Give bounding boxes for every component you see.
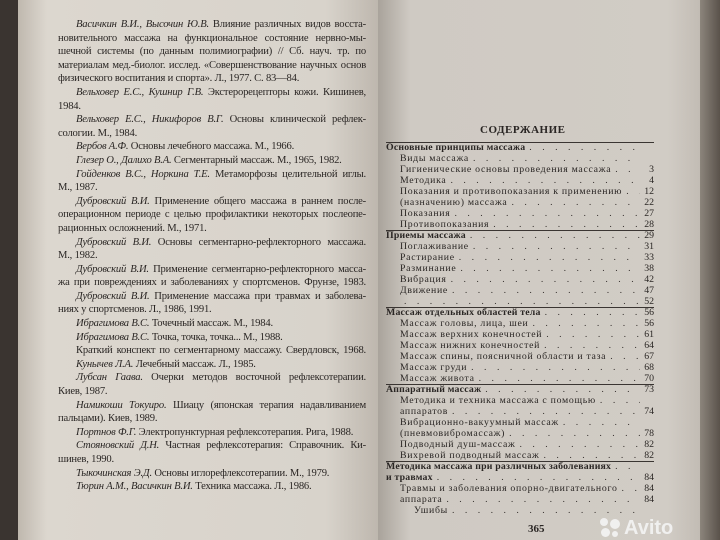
toc-entry [386,494,654,505]
toc-page-number: 29 [644,230,654,241]
toc-page-number: 84 [644,472,654,483]
toc-entry-title: Показания и противопоказания к применению [400,186,623,197]
dot-leader [600,395,640,406]
toc-page-number: 70 [644,373,654,384]
reference-text: Частная рефлексотерапия: Справочник. Ки- [159,440,366,452]
toc-page-number: 61 [644,329,654,340]
toc-entry-title: Приемы массажа [386,230,466,241]
toc-page-number: 27 [644,208,654,219]
bibliography-line [58,32,366,46]
dot-leader [452,285,640,296]
toc-entry-title: и травмах [386,472,433,483]
bibliography-line [58,453,366,467]
bibliography-line [58,371,366,385]
reference-text: ниях у спортсменов. Л., 1986, 1991. [58,304,212,316]
toc-page-number: 67 [644,351,654,362]
reference-text: пальцами). Киев, 1989. [58,413,158,425]
toc-page-number: 84 [644,483,654,494]
toc-entry-title: Гигиенические основы проведения массажа [400,164,612,175]
bibliography-line [58,140,366,154]
toc-entry [386,142,654,153]
toc-entry-title: Виды массажа [400,153,469,164]
author: Васичкин В.И., Высочин Ю.В. [76,19,209,30]
toc-entry [386,340,654,351]
bibliography-line [58,344,366,358]
toc-entry-title: Основные принципы массажа [386,142,526,153]
toc-entry-title: Массаж головы, лица, шеи [400,318,529,329]
reference-text: Краткий конспект по сегментарному массажу. Свердловск, 1968. [76,345,366,357]
author: Ибрагимова В.С. [76,318,150,330]
avito-text: Avito [624,517,674,539]
toc-entry [386,406,654,417]
toc-page-number: 42 [644,274,654,285]
toc-entry-title: Массаж груди [400,362,468,373]
toc-entry [386,362,654,373]
bibliography-line [58,276,366,290]
dot-leader [610,351,640,362]
bibliography [58,18,366,494]
bibliography-line [58,45,366,59]
reference-text: Применение сегментарно-рефлекторного масса- [148,263,366,275]
author: Дубровский В.И. [76,195,150,207]
reference-text: шинев, 1990. [58,454,114,465]
reference-text: М., 1987. [58,182,98,194]
toc-page-number: 56 [644,318,654,329]
toc-entry [386,274,654,285]
toc-page-number [640,417,654,428]
toc-entry-title: Массаж нижних конечностей [400,340,541,351]
dot-leader [451,175,641,186]
reference-text: физического воспитания и спорта». Л., 1977. С. 83—84. [58,73,300,85]
toc-entry [386,208,654,219]
bibliography-line [58,168,366,182]
reference-text: жа при повреждениях и заболеваниях у спортсменов. Фрунзе, 1983. [58,277,366,289]
toc-entry [386,439,654,450]
toc-page-number: 47 [644,285,654,296]
bibliography-line [58,222,366,236]
table-of-contents [386,142,654,516]
toc-entry-title: Массаж верхних конечностей [400,329,543,340]
reference-text: Основы лечебного массажа. М., 1966. [128,141,295,153]
dot-leader [451,274,640,285]
toc-entry-title: Подводный душ-массаж [400,439,516,450]
dot-leader [626,186,640,197]
toc-entry-title: Массаж отдельных областей тела [386,307,541,318]
toc-entry [386,263,654,274]
author: Тюрин А.М., Васичкин В.И. [76,481,193,493]
bibliography-line [58,154,366,168]
reference-text: Основы клинической рефлек- [223,114,366,126]
toc-page-number: 64 [644,340,654,351]
dot-leader [446,494,640,505]
reference-text: Метаморфозы целительной иглы. [209,168,366,180]
author: Вельховер Е.С., Никифоров В.Г. [76,114,224,126]
toc-entry [386,219,654,230]
toc-entry-title: Массаж спины, поясничной области и таза [400,351,607,362]
reference-text: Влияние различных видов восста- [208,19,366,30]
reference-text: Очерки методов восточной рефлексотерапии. [142,372,366,384]
author: Кунычев Л.А. [76,358,134,370]
toc-page-number [640,505,654,516]
toc-entry [386,164,654,175]
bibliography-line [58,18,366,32]
toc-entry [386,351,654,362]
toc-entry-title: Массаж живота [400,373,475,384]
dot-leader [615,461,640,472]
avito-logo-icon [600,518,620,538]
dot-leader [545,307,640,318]
reference-text: сологии. М., 1984. [58,127,138,139]
toc-entry [386,417,654,428]
toc-page-number: 84 [644,494,654,505]
toc-entry [386,296,654,307]
bibliography-line [58,317,366,331]
bibliography-line [58,72,366,86]
reference-text: Основы сегментарно-рефлекторного массажа. [151,236,366,248]
toc-entry [386,307,654,318]
bibliography-line [58,399,366,413]
bibliography-line [58,181,366,195]
toc-page-number: 82 [644,450,654,461]
toc-entry [386,428,654,439]
toc-entry-title: Поглаживание [400,241,469,252]
author: Глезер О., Далихо В.А. [76,154,172,166]
bibliography-line [58,290,366,304]
dot-leader [459,252,640,263]
dot-leader [546,329,640,340]
toc-entry-title: (назначению) массажа [400,197,508,208]
toc-entry-title: Методика массажа при различных заболеваниях [386,461,612,472]
toc-page-number: 12 [644,186,654,197]
toc-entry [386,318,654,329]
toc-entry [386,461,654,472]
author: Тыкочинская Э.Д. [76,467,152,479]
toc-page-number [640,142,654,153]
toc-entry-title: Аппаратный массаж [386,384,482,395]
bibliography-line [58,236,366,250]
toc-page-number: 73 [644,384,654,395]
reference-text: Применение массажа при травмах и заболева- [149,290,366,302]
bibliography-line [58,208,366,222]
reference-text: Экстерорецепторы кожи. Кишинев, [203,86,366,98]
reference-text: Техника массажа. Л., 1986. [192,481,312,493]
toc-page-number: 33 [644,252,654,263]
dot-leader [529,142,640,153]
toc-entry [386,285,654,296]
reference-text: Шиацу (японская терапия надавливанием [166,399,367,411]
bibliography-line [58,59,366,73]
toc-page-number [640,153,654,164]
author: Дубровский В.И. [76,290,150,302]
reference-text: материалам мед.-биолог. исслед. «Совершенствование научных основ [58,59,366,71]
bibliography-line [58,385,366,399]
dot-leader [470,230,640,241]
toc-page-number: 56 [644,307,654,318]
bibliography-line [58,100,366,114]
toc-page-number: 78 [644,428,654,439]
dot-leader [544,340,640,351]
bibliography-line [58,86,366,100]
author: Вербов А.Ф. [76,141,129,153]
dot-leader [404,296,640,307]
dot-leader [519,439,640,450]
bibliography-line [58,480,366,494]
bibliography-line [58,331,366,345]
toc-entry-title: (пневмовибромассаж) [400,428,506,439]
dot-leader [471,362,640,373]
dot-leader [473,153,640,164]
toc-entry [386,483,654,494]
toc-entry [386,329,654,340]
reference-text: шечной системы (по данным полимиографии) // Сб. науч. тр. по [58,46,366,58]
toc-entry [386,373,654,384]
toc-page-number: 74 [644,406,654,417]
reference-text: Точка, точка, точка... М., 1988. [149,331,283,343]
dot-leader [454,208,640,219]
dot-leader [532,318,640,329]
toc-entry [386,472,654,483]
reference-text: новительного массажа на функциональное состояние нервно-мы- [58,32,366,44]
dot-leader [509,428,640,439]
toc-entry-title: Методика и техника массажа с помощью [400,395,596,406]
bibliography-line [58,249,366,263]
dot-leader [544,450,640,461]
bibliography-line [58,439,366,453]
bibliography-line [58,412,366,426]
toc-entry [386,153,654,164]
reference-text: Электропунктурная рефлексотерапия. Рига, 1988. [136,426,354,438]
toc-entry-title: Растирание [400,252,455,263]
toc-page-number [640,461,654,472]
toc-page-number: 28 [644,219,654,230]
bibliography-line [58,467,366,481]
toc-entry-title: Противопоказания [400,219,490,230]
reference-text: Киев, 1987. [58,386,108,398]
toc-entry [386,175,654,186]
toc-entry-title: Показания [400,208,451,219]
toc-entry [386,241,654,252]
dot-leader [452,505,640,516]
toc-entry-title: Вибрация [400,274,447,285]
avito-watermark [600,516,673,540]
toc-entry-title: Движение [400,285,448,296]
book-edge [700,0,720,540]
dot-leader [622,483,640,494]
bibliography-line [58,303,366,317]
reference-text: Сегментарный массаж. М., 1965, 1982. [171,154,342,166]
dot-leader [493,219,640,230]
dot-leader [615,164,640,175]
toc-entry-title: Вихревой подводный массаж [400,450,540,461]
toc-page-number: 38 [644,263,654,274]
toc-entry-title: Ушибы [414,505,448,516]
toc-page-number: 31 [644,241,654,252]
toc-page-number: 3 [649,164,654,175]
author: Дубровский В.И. [76,236,152,248]
toc-entry-title: Вибрационно-вакуумный массаж [400,417,559,428]
toc-entry [386,197,654,208]
toc-entry [386,186,654,197]
page-number: 365 [528,523,545,535]
author: Намикоши Токуиро. [76,399,167,411]
dot-leader [452,406,640,417]
toc-page-number: 4 [649,175,654,186]
toc-page-number [640,395,654,406]
toc-page-number: 82 [644,439,654,450]
toc-entry [386,252,654,263]
toc-entry [386,395,654,406]
author: Лубсан Гаава. [76,372,143,384]
toc-page-number: 68 [644,362,654,373]
toc-entry-title: аппарата [400,494,443,505]
bibliography-line [58,113,366,127]
toc-entry-title: Разминание [400,263,457,274]
reference-text: Применение общего массажа в раннем после- [149,195,366,207]
toc-entry [386,450,654,461]
dot-leader [437,472,640,483]
toc-entry-title: Травмы и заболевания опорно-двигательного [400,483,618,494]
author: Вельховер Е.С., Кушнир Г.В. [76,86,204,98]
bibliography-line [58,195,366,209]
dot-leader [563,417,640,428]
reference-text: Точечный массаж. М., 1984. [149,318,273,330]
contents-title: СОДЕРЖАНИЕ [480,124,566,136]
toc-entry-title: аппаратов [400,406,449,417]
bibliography-line [58,358,366,372]
toc-page-number: 22 [644,197,654,208]
dot-leader [460,263,640,274]
toc-entry-title: Методика [400,175,447,186]
reference-text: Лечебный массаж. Л., 1985. [133,358,256,370]
bibliography-line [58,426,366,440]
toc-entry [386,384,654,395]
toc-page-number: 52 [644,296,654,307]
reference-text: операционном периоде с целью профилактики некоторых послеопе- [58,209,366,221]
reference-text: рационных осложнений. М., 1971. [58,222,207,234]
dot-leader [485,384,640,395]
author: Портнов Ф.Г. [76,426,137,438]
dot-leader [511,197,640,208]
author: Дубровский В.И. [76,263,149,275]
author: Ибрагимова В.С. [76,331,150,343]
dot-leader [479,373,640,384]
toc-entry [386,230,654,241]
bibliography-line [58,263,366,277]
reference-text: М., 1982. [58,250,98,262]
dot-leader [473,241,640,252]
author: Стояновский Д.Н. [76,440,160,452]
bibliography-line [58,127,366,141]
reference-text: 1984. [58,100,81,112]
toc-entry [386,505,654,516]
author: Гойденков В.С., Норкина Т.Е. [76,168,210,180]
reference-text: Основы иглорефлексотерапии. М., 1979. [151,467,330,479]
